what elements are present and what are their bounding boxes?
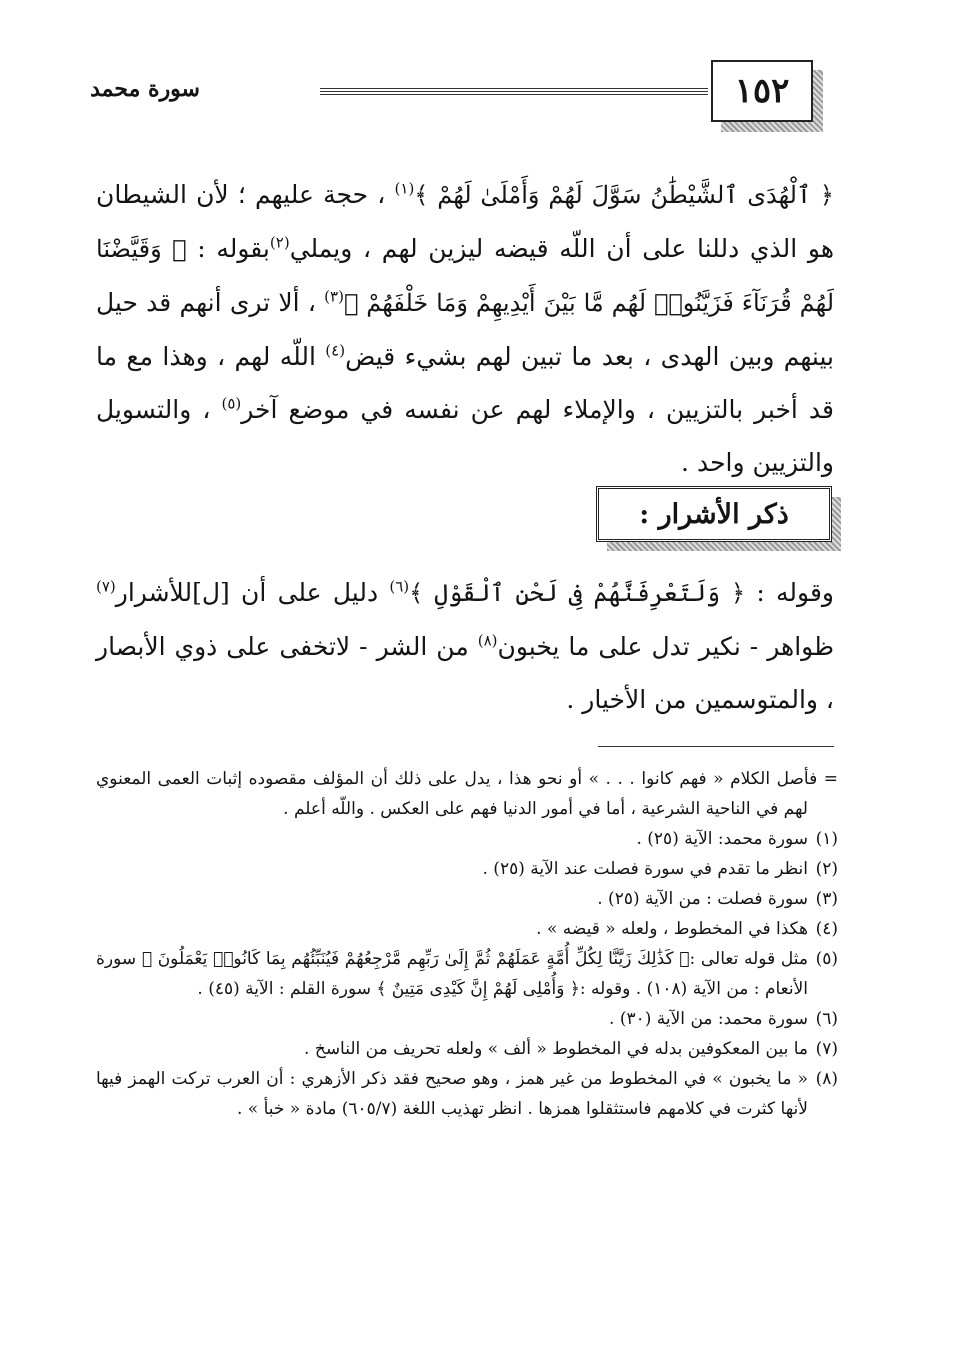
footnote-text: سورة فصلت : من الآية (٢٥) . bbox=[597, 889, 808, 909]
footnote-item bbox=[96, 1064, 838, 1124]
page-number-frame bbox=[711, 60, 813, 122]
page-number: ١٥٢ bbox=[734, 71, 790, 111]
footnote-separator bbox=[598, 746, 834, 747]
footnote-text: انظر ما تقدم في سورة فصلت عند الآية (٢٥) . bbox=[482, 859, 808, 879]
footnote-item bbox=[96, 1034, 838, 1064]
footnote-item bbox=[96, 944, 838, 1004]
footnote-text: سورة محمد: من الآية (٣٠) . bbox=[609, 1009, 808, 1029]
footnote-text: « ما يخبون » في المخطوط من غير همز ، وهو صحيح فقد ذكر الأزهري : أن العرب تركت الهمز فيها لأنها كثرت في كلامهم فاستثقلوا همزها . انظر تهذيب اللغة (٦٠٥/٧) مادة « خبأ » . bbox=[96, 1069, 808, 1119]
footnote-text: مثل قوله تعالى :﴿ كَذَٰلِكَ زَيَّنَّا لِكُلِّ أُمَّةٍ عَمَلَهُمْ ثُمَّ إِلَىٰ رَبِّهِم مَّرْجِعُهُمْ فَيُنَبِّئُهُم بِمَا كَانُوا۟ يَعْمَلُونَ ﴾ سورة الأنعام : من الآية (١٠٨) . وقوله :﴿ وَأُمْلِى لَهُمْ إِنَّ كَيْدِى مَتِينٌ ﴾ سورة القلم : الآية (٤٥) . bbox=[96, 949, 808, 999]
footnote-number: (٨) bbox=[815, 1069, 838, 1089]
footnote-text: سورة محمد: الآية (٢٥) . bbox=[636, 829, 808, 849]
footnote-item bbox=[96, 824, 838, 854]
body-paragraph-1 bbox=[96, 168, 834, 489]
section-heading-frame bbox=[596, 486, 832, 542]
body-paragraph-2 bbox=[96, 566, 834, 726]
body-text: ، حجة عليهم ؛ لأن الشيطان هو الذي دللنا على أن اللّه قيضه ليزين لهم ، ويملي bbox=[96, 180, 835, 263]
footnote-ref: (٨) bbox=[477, 631, 498, 650]
footnote-number: (٧) bbox=[815, 1039, 838, 1059]
body-text: ، ألا ترى أنهم قد حيل بينهم وبين الهدى ، بعد ما تبين لهم بشيء قيض bbox=[96, 288, 834, 371]
footnote-number: (١) bbox=[815, 829, 838, 849]
footnote-number: (٦) bbox=[815, 1009, 838, 1029]
footnote-item bbox=[96, 884, 838, 914]
footnote-text: هكذا في المخطوط ، ولعله « قيضه » . bbox=[536, 919, 808, 939]
footnote-item bbox=[96, 854, 838, 884]
footnote-number: (٥) bbox=[815, 949, 838, 969]
body-text: من الشر - لاتخفى على ذوي الأبصار ، والمتوسمين من الأخيار . bbox=[96, 632, 834, 714]
quran-quote: ﴿ وَقَيَّضْنَا لَهُمْ قُرَنَآءَ فَزَيَّنُوا۟ لَهُم مَّا بَيْنَ أَيْدِيهِمْ وَمَا خَلْفَهُمْ ﴾ bbox=[96, 235, 835, 317]
body-text: اللّه لهم ، وهذا مع ما قد أخبر بالتزيين ، والإملاء لهم عن نفسه في موضع آخر bbox=[96, 342, 834, 424]
body-text: ظواهر - نكير تدل على ما يخبون bbox=[497, 632, 834, 661]
footnote-ref: (٧) bbox=[96, 577, 116, 596]
footnote-number: (٢) bbox=[815, 859, 838, 879]
quran-quote: ﴿ ٱلْهُدَى ٱلشَّيْطَٰنُ سَوَّلَ لَهُمْ وَأَمْلَىٰ لَهُمْ ﴾ bbox=[414, 181, 834, 209]
footnote-ref: (٥) bbox=[221, 394, 242, 413]
quran-quote: ﴿ وَلَتَعْرِفَنَّهُمْ فِى لَحْنِ ٱلْقَوْلِ ﴾ bbox=[409, 579, 746, 607]
footnote-ref: (٤) bbox=[325, 341, 346, 360]
footnote-ref: (٣) bbox=[324, 287, 344, 306]
footnote-ref: (٢) bbox=[269, 233, 290, 252]
footnote-text: ما بين المعكوفين بدله في المخطوط « ألف » ولعله تحريف من الناسخ . bbox=[304, 1039, 808, 1059]
footnote-continuation: = فأصل الكلام « فهم كانوا . . . » أو نحو هذا ، يدل على ذلك أن المؤلف مقصوده إثبات العمى المعنوي لهم في الناحية الشرعية ، أما في أمور الدنيا فهم على العكس . واللّه أعلم . bbox=[96, 769, 838, 819]
body-text: وقوله : bbox=[745, 578, 834, 607]
footnote-ref: (٦) bbox=[389, 577, 410, 596]
footnote-number: (٤) bbox=[815, 919, 838, 939]
footnote-item bbox=[96, 1004, 838, 1034]
running-title: سورة محمد bbox=[90, 76, 200, 102]
footnote-ref: (١) bbox=[394, 179, 415, 198]
footnote-item bbox=[96, 914, 838, 944]
section-heading: ذكر الأشرار : bbox=[639, 498, 789, 530]
body-text: بقوله : bbox=[186, 234, 270, 263]
body-text: ، والتسويل والتزيين واحد . bbox=[96, 395, 834, 477]
footnote-number: (٣) bbox=[815, 889, 838, 909]
body-text: دليل على أن [ل]للأشرار bbox=[115, 578, 390, 607]
footnotes bbox=[96, 764, 838, 1124]
header-rule bbox=[320, 88, 708, 95]
